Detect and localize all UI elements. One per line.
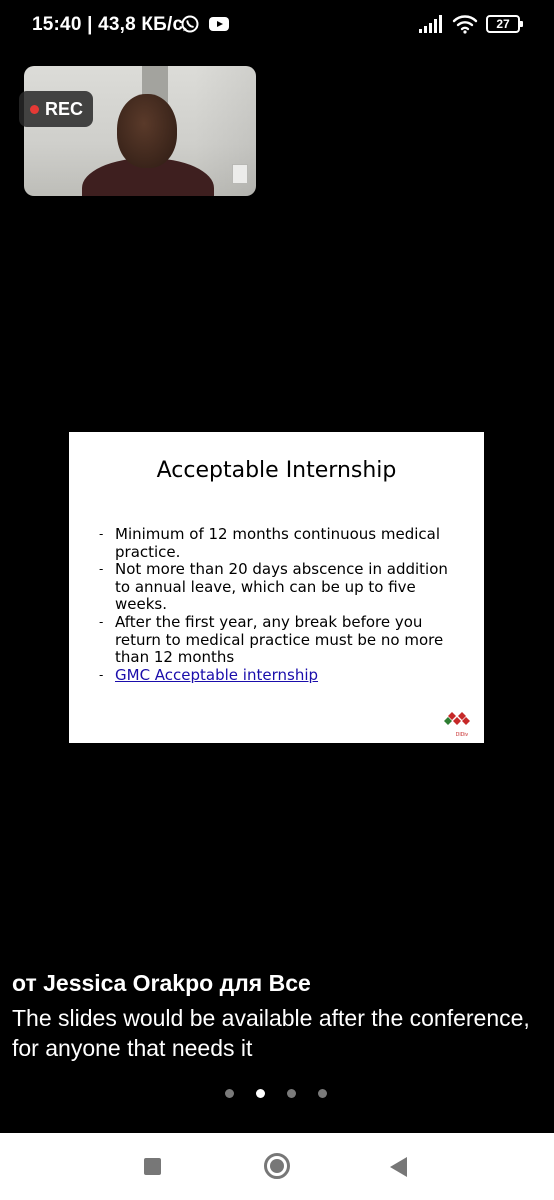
wifi-icon — [452, 14, 478, 34]
shared-slide[interactable] — [69, 432, 484, 743]
chat-message-overlay — [12, 968, 542, 1063]
youtube-icon — [208, 15, 230, 33]
slide-title: Acceptable Internship — [156, 458, 397, 483]
recording-badge — [19, 91, 93, 127]
signal-icon — [418, 14, 444, 34]
recents-button[interactable] — [144, 1158, 161, 1175]
page-dot[interactable] — [318, 1089, 327, 1098]
slide-bullet-list — [99, 526, 449, 684]
chat-message-text: The slides would be available after the conference, for anyone that needs it — [12, 1005, 530, 1061]
slide-bullet: - After the first year, any break before you return to medical practice must be no more than 12 months — [99, 614, 449, 667]
page-dot[interactable] — [287, 1089, 296, 1098]
slide-bullet: - Minimum of 12 months continuous medical practice. — [99, 526, 449, 561]
gmc-internship-link[interactable]: GMC Acceptable internship — [115, 665, 319, 684]
chat-sender: от Jessica Orakpo для Все — [12, 970, 311, 996]
home-button[interactable] — [264, 1153, 290, 1179]
logo-text: DIDiv — [455, 732, 468, 738]
status-time: 15:40 | 43,8 КБ/с — [32, 14, 184, 35]
page-dot[interactable] — [225, 1089, 234, 1098]
page-dot-active[interactable] — [256, 1089, 265, 1098]
page-indicator — [225, 1089, 327, 1098]
slide-link-item — [99, 667, 449, 685]
video-background-switch — [232, 164, 248, 184]
organization-logo-icon — [444, 712, 470, 734]
back-button[interactable] — [390, 1157, 407, 1177]
status-bar — [0, 0, 554, 52]
slide-bullet: - Not more than 20 days abscence in addition to annual leave, which can be up to five weeks. — [99, 561, 449, 614]
rec-label: REC — [45, 98, 84, 119]
system-navigation-bar — [0, 1133, 554, 1200]
participant-head — [117, 94, 177, 168]
battery-icon: 27 — [486, 15, 520, 33]
status-right-icons — [418, 14, 520, 34]
status-app-icons — [180, 14, 230, 34]
record-dot-icon — [30, 105, 39, 114]
whatsapp-icon — [180, 14, 200, 34]
self-video-tile[interactable] — [24, 66, 256, 196]
